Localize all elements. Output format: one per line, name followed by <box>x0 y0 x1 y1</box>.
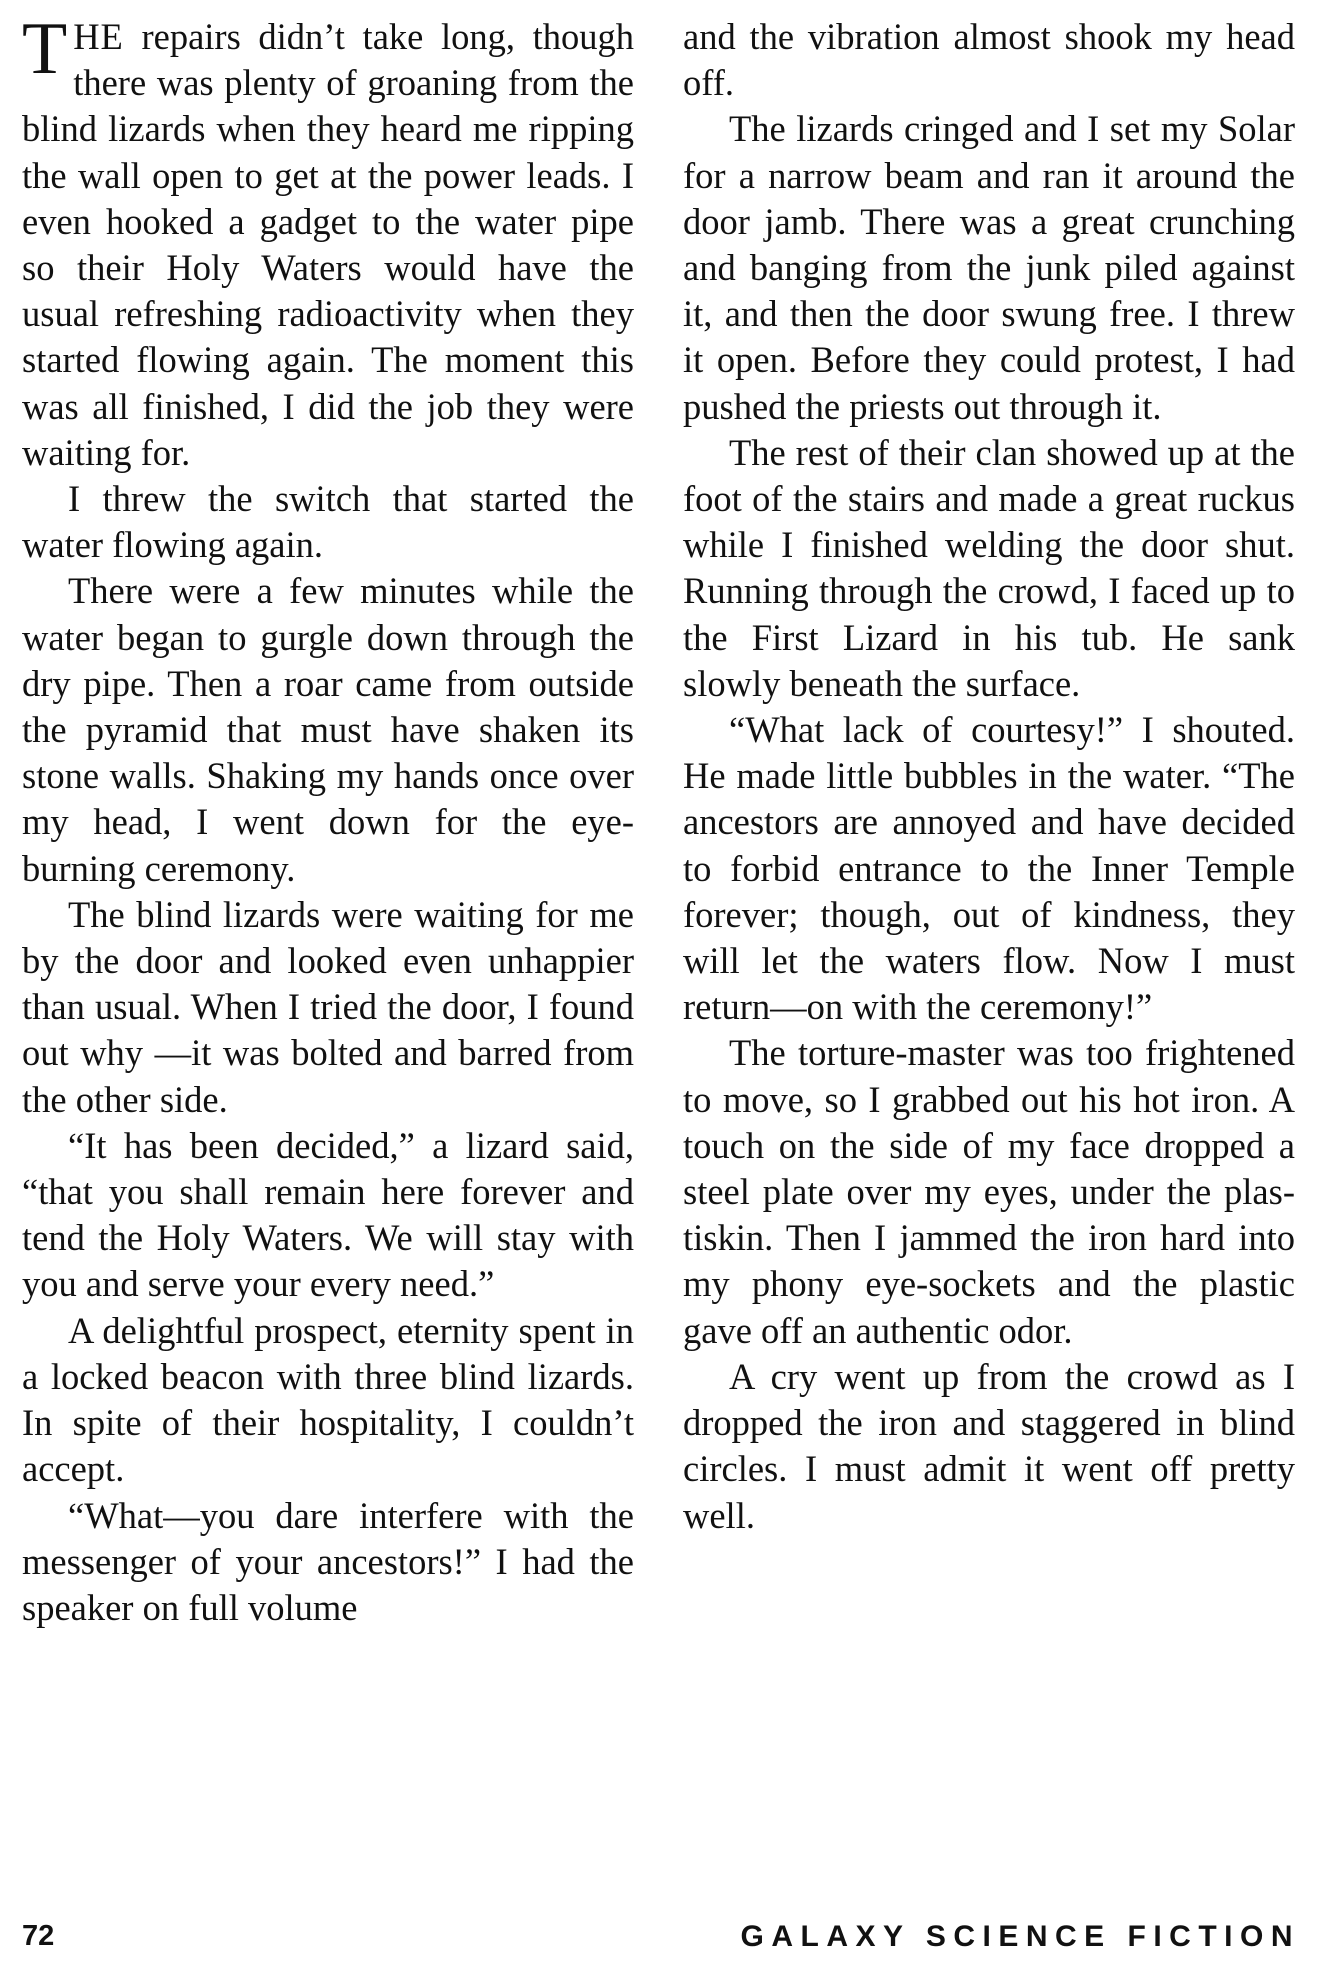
paragraph: “It has been decided,” a lizard said, “that you shall remain here forever and tend the Holy Waters. We will stay with you and serve your every need.” <box>22 1124 634 1305</box>
continued-paragraph: and the vibration almost shook my head off. <box>683 16 1295 104</box>
left-column <box>22 8 634 1631</box>
paragraph: There were a few minutes while the water began to gurgle down through the dry pipe. Then a roar came from outside the pyramid that must have shaken its stone walls. Shaking my hands once over my head, I went down for the eye-burning ceremony. <box>22 570 634 889</box>
paragraph: A delightful prospect, eternity spent in a locked beacon with three blind lizards. In spite of their hospitality, I couldn’t accept. <box>22 1309 634 1490</box>
opening-word-rest: HE <box>73 16 124 57</box>
right-column <box>683 14 1295 1539</box>
page-footer <box>22 1920 1300 1960</box>
page-number: 72 <box>22 1920 55 1952</box>
paragraph-text: repairs didn’t take long, though there was plenty of groaning from the blind lizards when they heard me ripping the wall open to get at the power leads. I even hooked a gadget to the water pipe so their Holy Waters would have the usual refreshing radioactivity when they started flowing again. The moment this was all finished, I did the job they were waiting for. <box>22 16 634 473</box>
paragraph: The rest of their clan showed up at the foot of the stairs and made a great ruckus while I finished welding the door shut. Running through the crowd, I faced up to the First Lizard in his tub. He sank slowly beneath the surface. <box>683 431 1295 704</box>
paragraph: The blind lizards were waiting for me by the door and looked even unhappier than usual. When I tried the door, I found out why —it was bolted and barred from the other side. <box>22 893 634 1120</box>
opening-paragraph <box>22 8 634 476</box>
paragraph: The lizards cringed and I set my Solar for a narrow beam and ran it around the door jamb. There was a great crunching and banging from the junk piled against it, and then the door swung free. I threw it open. Before they could protest, I had pushed the priests out through it. <box>683 108 1295 427</box>
drop-cap: T <box>22 8 68 90</box>
paragraph: I threw the switch that started the water flowing again. <box>22 478 634 566</box>
running-title: GALAXY SCIENCE FICTION <box>740 1920 1300 1953</box>
paragraph: “What lack of courtesy!” I shouted. He made little bubbles in the water. “The ancestors are annoyed and have decided to forbid entrance to the Inner Temple forever; though, out of kindness, they will let the waters flow. Now I must return—on with the ceremony!” <box>683 709 1295 1028</box>
paragraph: The torture-master was too frightened to move, so I grabbed out his hot iron. A touch on the side of my face dropped a steel plate over my eyes, under the plastiskin. Then I jammed the iron hard into my phony eye-sockets and the plastic gave off an authentic odor. <box>683 1032 1295 1351</box>
paragraph: A cry went up from the crowd as I dropped the iron and staggered in blind circles. I must admit it went off pretty well. <box>683 1355 1295 1536</box>
paragraph: “What—you dare interfere with the messenger of your ancestors!” I had the speaker on full volume <box>22 1494 634 1628</box>
